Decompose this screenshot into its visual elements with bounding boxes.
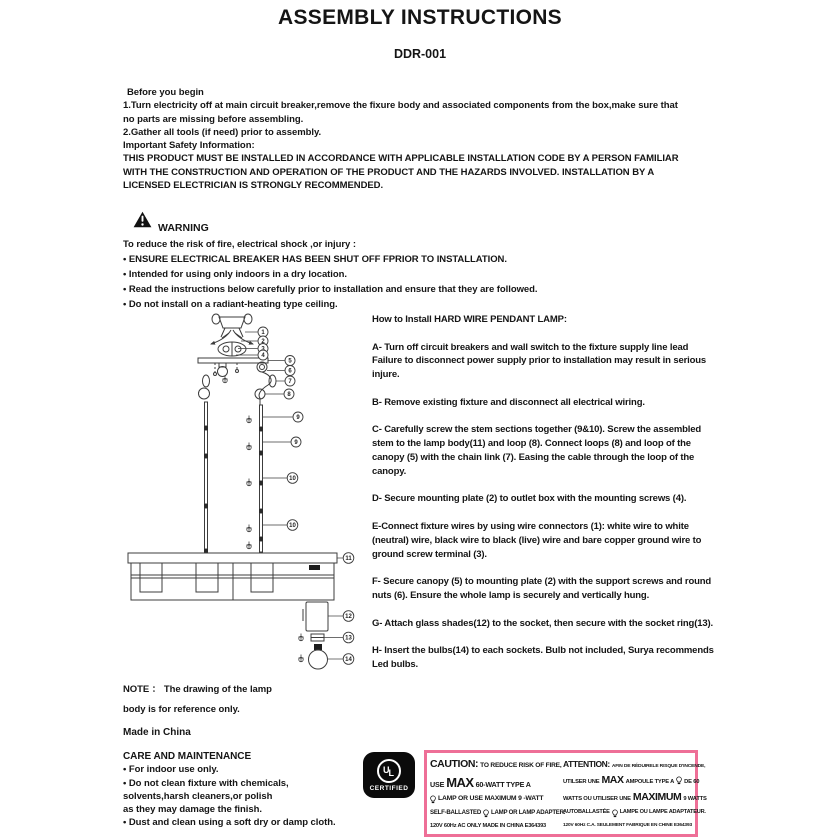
care-line: • Dust and clean using a soft dry or damp cloth. (123, 817, 336, 829)
care-heading: CARE AND MAINTENANCE (123, 751, 252, 762)
caution-rating-label (424, 750, 707, 837)
callout-number: 5 (288, 358, 292, 365)
callout-number: 3 (261, 346, 265, 353)
callout-number: 10 (289, 523, 296, 530)
bulb-icon (430, 795, 436, 804)
callout-number: 10 (289, 476, 296, 483)
step-c: C- Carefully screw the stem sections together (9&10). Screw the assembled stem to the lamp body(11) and loop (8). Connect loops (8) and loop of the canopy (5) with the chain link (7). Easing the cable through the loop of the canopy. (372, 424, 702, 477)
chain-link-and-loop (255, 362, 276, 399)
before-you-begin-heading: Before you begin (127, 87, 204, 98)
before-you-begin-section (123, 86, 689, 192)
warning-bullet: • Do not install on a radiant-heating type ceiling. (123, 299, 338, 310)
warning-intro: To reduce the risk of fire, electrical shock ,or injury : (123, 239, 356, 250)
warning-triangle-icon (133, 211, 152, 233)
step-h: H- Insert the bulbs(14) to each sockets. Bulb not included, Surya recommends Led bulbs. (372, 645, 714, 670)
model-number: DDR-001 (393, 47, 447, 61)
install-heading: How to Install HARD WIRE PENDANT LAMP: (372, 314, 567, 325)
callout-number: 6 (288, 368, 292, 375)
step-g: G- Attach glass shades(12) to the socket, then secure with the socket ring(13). (372, 617, 713, 629)
bulb-icon (483, 809, 489, 818)
warning-bullet: • Read the instructions below carefully prior to installation and ensure that they are followed. (123, 284, 538, 295)
ul-mark-icon (377, 759, 401, 783)
bulb-icon (612, 809, 618, 818)
callout-number: 13 (345, 635, 352, 642)
intro-line: Important Safety Information: (123, 140, 255, 152)
stem-left (204, 402, 208, 553)
callout-number: 4 (261, 353, 265, 360)
care-line: as they may damage the finish. (123, 804, 262, 816)
warning-bullet: • ENSURE ELECTRICAL BREAKER HAS BEEN SHUT OFF FPRIOR TO INSTALLATION. (123, 254, 507, 265)
callout-number: 1 (261, 330, 265, 337)
care-line: • For indoor use only. (123, 764, 219, 776)
caution-english-column: CAUTION: TO REDUCE RISK OF FIRE, USE MAX 60-WATT TYPE A LAMP OR USE MAXIMUM 9 -WATT SELF-BALLASTED LAMP OR LAMP ADAPTER. 120V 60Hz AC ONLY MADE IN CHINA E364393 (430, 758, 566, 829)
ul-letter-l: L (388, 767, 394, 778)
glass-shade (303, 602, 328, 631)
callout-number: 7 (288, 379, 292, 386)
ul-letter-u: U (383, 764, 390, 775)
warning-heading: WARNING (158, 222, 209, 234)
bulb-icon (676, 776, 682, 785)
made-in-china: Made in China (123, 727, 191, 738)
step-a: A- Turn off circuit breakers and wall switch to the fixture supply line lead Failure to disconnect power supply prior to installation may result in serious injure. (372, 341, 707, 381)
callout-number: 12 (345, 614, 352, 621)
callout-number: 11 (345, 556, 352, 563)
attention-word: ATTENTION: (563, 758, 610, 769)
socket-ring (298, 634, 324, 642)
warning-bullet: • Intended for using only indoors in a dry location. (123, 269, 347, 280)
callout-number: 9 (296, 415, 300, 422)
canopy (198, 358, 268, 363)
lamp-body (128, 553, 337, 600)
intro-line: 1.Turn electricity off at main circuit breaker,remove the fixure body and associated components from the box,make sure that no parts are missing before assembling. (123, 100, 678, 125)
step-d: D- Secure mounting plate (2) to outlet box with the mounting screws (4). (372, 493, 687, 505)
care-line: • Do not clean fixture with chemicals, (123, 777, 289, 789)
warning-section (123, 237, 689, 312)
stem-right (246, 399, 263, 552)
caution-french-column: ATTENTION: AFIN DE RÉDUIRELE RISQUE D'INCENDE, UTILSER UNE MAX AMPOULE TYPE A DE 60 WATTS OU UTILISER UNE MAXIMUM 9 WATTS AUTOBALLASTÉE LAMPE OU LAMPE ADAPTATEUR. 120V 60Hz C.A. SEULEMENT FABRIQUE EN CHINE E364393 (563, 758, 707, 829)
step-b: B- Remove existing fixture and disconnect all electrical wiring. (372, 396, 645, 408)
callout-number: 14 (345, 657, 352, 664)
callout-number: 2 (261, 339, 265, 346)
outlet-box (212, 314, 252, 337)
caution-word: CAUTION: (430, 758, 479, 771)
intro-line: THIS PRODUCT MUST BE INSTALLED IN ACCORDANCE WITH APPLICABLE INSTALLATION CODE BY A PERSON FAMILIAR WITH THE CONSTRUCTION AND OPERATION OF THE PRODUCT AND THE HAZARDS INVOLVED. INSTALLATION BY A LICENSED ELECTRICIAN IS STRONGLY RECOMMENDED. (123, 153, 679, 192)
step-e: E-Connect fixture wires by using wire connectors (1): white wire to white (neutral) wire, black wire to black (live) wire and bare copper ground wire to ground screw terminal (3). (372, 520, 702, 560)
page-title: ASSEMBLY INSTRUCTIONS (277, 6, 562, 29)
wire-connectors (218, 342, 246, 356)
care-line: solvents,harsh cleaners,or polish (123, 790, 273, 802)
note-line: body is for reference only. (123, 704, 240, 715)
ul-certified-badge (363, 752, 415, 798)
reference-note (123, 681, 272, 724)
lamp-assembly-diagram (85, 310, 375, 685)
install-instructions-section (372, 313, 720, 686)
intro-line: 2.Gather all tools (if need) prior to assembly. (123, 126, 322, 138)
callout-number: 9 (294, 440, 298, 447)
step-f: F- Secure canopy (5) to mounting plate (2) with the support screws and round nuts (6). Ensure the whole lamp is securely and vertically hung. (372, 576, 712, 601)
ul-certified-text: CERTIFIED (369, 784, 409, 792)
care-section (123, 750, 336, 830)
note-line: NOTE ： The drawing of the lamp (123, 684, 272, 695)
bulb (298, 644, 327, 669)
callout-number: 8 (287, 392, 291, 399)
